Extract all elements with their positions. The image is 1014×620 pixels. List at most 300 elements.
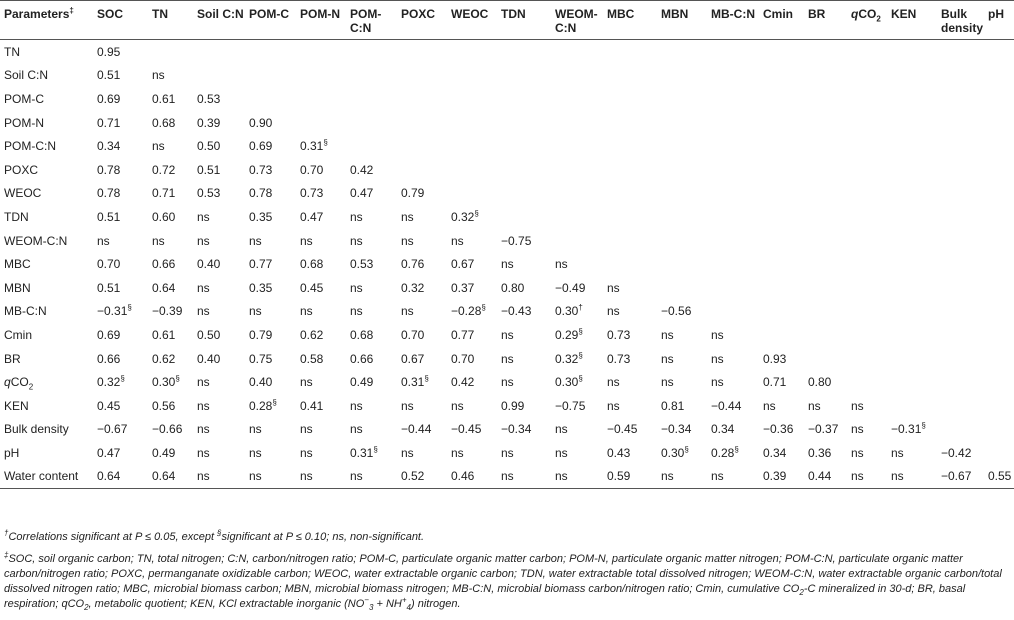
table-cell	[887, 205, 937, 229]
table-cell	[603, 205, 657, 229]
table-cell	[847, 205, 887, 229]
table-cell: 0.73	[249, 162, 273, 177]
table-cell: ns	[661, 351, 674, 366]
table-cell: ns	[152, 139, 165, 154]
table-cell: −0.56	[661, 304, 692, 319]
table-cell: ns	[300, 422, 313, 437]
table-cell	[937, 347, 984, 371]
table-cell	[804, 111, 847, 135]
table-cell	[657, 276, 707, 300]
table-cell: 0.28§	[711, 444, 739, 460]
table-cell	[603, 40, 657, 64]
table-cell: 0.35	[249, 280, 273, 295]
table-header-row	[0, 1, 1014, 40]
table-cell: 0.67	[401, 351, 425, 366]
table-cell: 0.64	[152, 280, 176, 295]
table-cell: ns	[197, 398, 210, 413]
table-cell: ns	[197, 209, 210, 224]
column-header: Cmin	[759, 1, 804, 40]
table-cell	[759, 252, 804, 276]
table-cell	[657, 252, 707, 276]
table-cell	[551, 229, 603, 253]
column-header: POXC	[397, 1, 447, 40]
table-cell	[447, 182, 497, 206]
table-cell	[707, 300, 759, 324]
column-header: WEOC	[447, 1, 497, 40]
table-cell	[887, 323, 937, 347]
table-cell: −0.42	[941, 445, 972, 460]
table-cell	[847, 347, 887, 371]
row-label: TN	[4, 44, 20, 59]
table-cell	[245, 64, 296, 88]
table-cell	[759, 300, 804, 324]
table-cell	[193, 64, 245, 88]
table-cell	[759, 158, 804, 182]
table-cell: 0.51	[97, 209, 121, 224]
table-cell	[657, 64, 707, 88]
table-cell: 0.68	[152, 115, 176, 130]
table-cell: ns	[555, 422, 568, 437]
table-cell: 0.39	[197, 115, 221, 130]
table-cell: 0.80	[808, 375, 832, 390]
table-body	[0, 40, 1014, 489]
table-cell	[551, 158, 603, 182]
table-cell	[551, 111, 603, 135]
table-cell	[804, 205, 847, 229]
table-cell: 0.51	[197, 162, 221, 177]
table-cell	[551, 64, 603, 88]
table-cell: 0.42	[350, 162, 374, 177]
table-cell	[887, 276, 937, 300]
table-cell: ns	[249, 233, 262, 248]
table-cell: ns	[808, 398, 821, 413]
table-footnotes	[4, 530, 1010, 619]
table-cell	[497, 64, 551, 88]
table-cell: ns	[300, 375, 313, 390]
table-cell: 0.50	[197, 327, 221, 342]
table-cell	[984, 64, 1014, 88]
table-cell	[984, 111, 1014, 135]
table-cell: −0.67	[97, 422, 128, 437]
table-cell	[937, 111, 984, 135]
table-cell: 0.61	[152, 327, 176, 342]
table-cell	[148, 40, 193, 64]
table-cell	[759, 111, 804, 135]
footnote-significance: †Correlations significant at P ≤ 0.05, except §significant at P ≤ 0.10; ns, non-significant.	[4, 528, 425, 543]
table-cell: ns	[763, 398, 776, 413]
table-cell: 0.30§	[555, 374, 583, 390]
table-cell: 0.39	[759, 465, 804, 489]
table-cell: ns	[401, 398, 414, 413]
table-cell: ns	[887, 465, 937, 489]
table-cell: 0.71	[152, 186, 176, 201]
table-cell: ns	[249, 445, 262, 460]
column-header: POM-N	[296, 1, 346, 40]
table-cell: 0.34	[97, 139, 121, 154]
table-cell: 0.69	[97, 91, 121, 106]
table-cell: ns	[350, 398, 363, 413]
table-cell: ns	[300, 304, 313, 319]
table-cell	[707, 64, 759, 88]
table-cell: −0.44	[711, 398, 742, 413]
table-cell	[193, 40, 245, 64]
table-cell	[707, 205, 759, 229]
table-cell: 0.55	[984, 465, 1014, 489]
table-row	[0, 229, 1014, 253]
table-cell: ns	[657, 465, 707, 489]
table-cell: ns	[350, 280, 363, 295]
table-cell	[847, 229, 887, 253]
column-header: pH	[984, 1, 1014, 40]
table-cell	[497, 111, 551, 135]
table-cell	[603, 158, 657, 182]
table-cell	[657, 158, 707, 182]
table-cell	[603, 134, 657, 158]
table-cell	[759, 87, 804, 111]
row-label: POM-N	[4, 115, 44, 130]
table-cell	[346, 40, 397, 64]
table-cell	[497, 87, 551, 111]
table-cell: ns	[249, 422, 262, 437]
column-header: SOC	[93, 1, 148, 40]
table-cell: −0.49	[555, 280, 586, 295]
table-cell	[847, 252, 887, 276]
table-cell: 0.68	[300, 257, 324, 272]
table-cell	[937, 323, 984, 347]
table-cell	[346, 64, 397, 88]
table-cell	[804, 347, 847, 371]
table-cell	[497, 134, 551, 158]
table-cell	[804, 300, 847, 324]
table-cell	[937, 205, 984, 229]
table-cell	[984, 347, 1014, 371]
table-cell: ns	[245, 465, 296, 489]
table-cell	[707, 276, 759, 300]
table-cell: 0.47	[350, 186, 374, 201]
table-cell	[447, 111, 497, 135]
table-cell	[937, 229, 984, 253]
table-cell: −0.31§	[97, 303, 132, 319]
table-cell: ns	[497, 465, 551, 489]
row-label: TDN	[4, 209, 29, 224]
table-cell: 0.69	[249, 139, 273, 154]
table-cell: 0.32§	[97, 374, 125, 390]
table-cell	[603, 182, 657, 206]
table-cell	[804, 276, 847, 300]
table-cell: 0.81	[661, 398, 685, 413]
table-cell	[804, 252, 847, 276]
table-cell: 0.45	[97, 398, 121, 413]
table-cell	[804, 134, 847, 158]
table-cell	[447, 158, 497, 182]
table-cell: 0.29§	[555, 326, 583, 342]
table-cell: 0.70	[97, 257, 121, 272]
table-cell	[346, 134, 397, 158]
table-cell: ns	[401, 233, 414, 248]
table-cell	[296, 64, 346, 88]
table-cell: ns	[197, 422, 210, 437]
table-cell	[887, 252, 937, 276]
row-label: WEOC	[4, 186, 42, 201]
table-cell: ns	[607, 304, 620, 319]
table-cell: −0.39	[152, 304, 183, 319]
row-label: qCO$_2$	[4, 375, 34, 392]
column-header: TDN	[497, 1, 551, 40]
table-cell: ns	[607, 375, 620, 390]
table-row	[0, 182, 1014, 206]
table-cell	[296, 87, 346, 111]
table-cell: 0.78	[97, 162, 121, 177]
table-cell	[759, 205, 804, 229]
table-cell: ns	[401, 304, 414, 319]
table-cell	[887, 64, 937, 88]
table-cell	[657, 40, 707, 64]
table-cell: −0.45	[451, 422, 482, 437]
table-cell	[657, 87, 707, 111]
table-cell	[603, 252, 657, 276]
table-cell	[657, 205, 707, 229]
table-cell	[984, 394, 1014, 418]
column-header: POM-C:N	[346, 1, 397, 40]
table-row	[0, 276, 1014, 300]
table-cell: ns	[350, 304, 363, 319]
table-row	[0, 323, 1014, 347]
table-cell: 0.49	[350, 375, 374, 390]
table-row	[0, 205, 1014, 229]
table-cell: 0.64	[93, 465, 148, 489]
table-cell	[346, 111, 397, 135]
table-cell	[707, 40, 759, 64]
table-cell: ns	[152, 233, 165, 248]
table-cell: 0.32	[401, 280, 425, 295]
table-cell: 0.56	[152, 398, 176, 413]
table-cell: 0.30§	[661, 444, 689, 460]
table-cell: 0.53	[197, 91, 221, 106]
table-cell: ns	[661, 327, 674, 342]
table-cell	[887, 229, 937, 253]
table-cell: ns	[300, 445, 313, 460]
table-cell	[397, 64, 447, 88]
table-cell	[707, 158, 759, 182]
table-cell: ns	[851, 445, 864, 460]
table-cell: 0.70	[300, 162, 324, 177]
table-cell: 0.42	[451, 375, 475, 390]
table-cell: 0.30†	[555, 303, 583, 319]
table-cell	[887, 87, 937, 111]
table-cell: 0.66	[350, 351, 374, 366]
table-cell	[984, 134, 1014, 158]
column-header: MB-C:N	[707, 1, 759, 40]
table-cell	[984, 205, 1014, 229]
table-cell: −0.37	[808, 422, 839, 437]
table-cell	[984, 87, 1014, 111]
table-cell: −0.44	[401, 422, 432, 437]
table-cell: ns	[97, 233, 110, 248]
table-cell: ns	[501, 375, 514, 390]
table-cell: ns	[501, 327, 514, 342]
table-cell: ns	[555, 257, 568, 272]
table-cell: ns	[350, 422, 363, 437]
table-cell: −0.31§	[891, 421, 926, 437]
table-cell: 0.72	[152, 162, 176, 177]
table-cell	[887, 300, 937, 324]
table-cell	[984, 182, 1014, 206]
table-cell: ns	[555, 445, 568, 460]
table-cell: ns	[711, 375, 724, 390]
table-cell: −0.75	[555, 398, 586, 413]
table-row	[0, 465, 1014, 489]
table-row	[0, 394, 1014, 418]
table-cell	[984, 323, 1014, 347]
table-cell	[937, 418, 984, 442]
table-cell: ns	[300, 233, 313, 248]
table-cell	[759, 323, 804, 347]
table-cell: 0.78	[97, 186, 121, 201]
table-cell	[804, 158, 847, 182]
table-cell: 0.40	[197, 257, 221, 272]
table-cell	[759, 40, 804, 64]
table-cell	[804, 182, 847, 206]
table-cell	[657, 134, 707, 158]
table-cell: 0.80	[501, 280, 525, 295]
table-cell	[847, 40, 887, 64]
table-cell	[603, 87, 657, 111]
table-cell: 0.32§	[451, 208, 479, 224]
table-cell: 0.58	[300, 351, 324, 366]
table-cell: ns	[197, 375, 210, 390]
row-label: MBC	[4, 257, 31, 272]
column-header: Bulk density	[937, 1, 984, 40]
table-cell: 0.93	[763, 351, 787, 366]
table-cell	[847, 300, 887, 324]
table-cell: 0.71	[763, 375, 787, 390]
table-cell	[937, 64, 984, 88]
column-header: BR	[804, 1, 847, 40]
row-label: Cmin	[4, 327, 33, 342]
row-label: BR	[4, 351, 21, 366]
table-cell	[804, 64, 847, 88]
table-cell: 0.73	[300, 186, 324, 201]
table-cell	[759, 64, 804, 88]
table-cell: ns	[607, 398, 620, 413]
table-cell	[397, 111, 447, 135]
table-cell: 0.71	[97, 115, 121, 130]
row-label: MB-C:N	[4, 304, 47, 319]
table-cell: ns	[350, 233, 363, 248]
table-cell: ns	[551, 465, 603, 489]
table-cell	[759, 229, 804, 253]
table-cell	[847, 323, 887, 347]
table-cell: 0.69	[97, 327, 121, 342]
table-cell: 0.31§	[401, 374, 429, 390]
table-cell	[937, 87, 984, 111]
table-cell	[397, 134, 447, 158]
table-cell	[887, 370, 937, 394]
table-cell	[804, 229, 847, 253]
table-cell: 0.40	[249, 375, 273, 390]
table-cell: 0.31§	[350, 444, 378, 460]
table-row	[0, 134, 1014, 158]
table-cell	[984, 229, 1014, 253]
table-cell: 0.70	[401, 327, 425, 342]
table-cell: 0.95	[97, 44, 121, 59]
column-header: qCO$_2$	[847, 1, 887, 40]
table-cell: 0.70	[451, 351, 475, 366]
table-cell: 0.46	[447, 465, 497, 489]
table-row	[0, 40, 1014, 64]
table-cell: ns	[661, 375, 674, 390]
table-cell	[847, 276, 887, 300]
table-cell: 0.68	[350, 327, 374, 342]
table-cell	[707, 182, 759, 206]
table-cell	[887, 111, 937, 135]
table-cell	[497, 40, 551, 64]
table-cell: ns	[350, 209, 363, 224]
table-cell	[603, 64, 657, 88]
row-label: Bulk density	[4, 422, 69, 437]
table-cell	[984, 252, 1014, 276]
table-cell	[984, 40, 1014, 64]
table-cell: ns	[197, 233, 210, 248]
table-cell	[887, 40, 937, 64]
table-cell: ns	[707, 465, 759, 489]
table-cell	[497, 182, 551, 206]
table-cell: 0.75	[249, 351, 273, 366]
table-cell	[937, 158, 984, 182]
table-cell: 0.37	[451, 280, 475, 295]
table-cell: ns	[851, 398, 864, 413]
table-cell: ns	[249, 304, 262, 319]
table-cell	[847, 134, 887, 158]
column-header: MBC	[603, 1, 657, 40]
table-cell: 0.78	[249, 186, 273, 201]
column-header: POM-C	[245, 1, 296, 40]
header-parameters: Parameters‡	[0, 1, 93, 40]
table-cell	[937, 134, 984, 158]
table-cell: 0.99	[501, 398, 525, 413]
table-cell	[887, 182, 937, 206]
table-cell: 0.30§	[152, 374, 180, 390]
column-header: MBN	[657, 1, 707, 40]
column-header: KEN	[887, 1, 937, 40]
table-cell	[497, 158, 551, 182]
table-cell	[804, 40, 847, 64]
table-cell	[447, 134, 497, 158]
table-cell: 0.43	[607, 445, 631, 460]
table-cell: ns	[346, 465, 397, 489]
column-header: Soil C:N	[193, 1, 245, 40]
table-cell: ns	[197, 445, 210, 460]
table-cell: −0.36	[763, 422, 794, 437]
table-cell: ns	[711, 327, 724, 342]
table-cell: 0.44	[804, 465, 847, 489]
row-label: Soil C:N	[4, 68, 49, 83]
table-cell	[759, 134, 804, 158]
table-cell: 0.67	[451, 257, 475, 272]
table-cell	[296, 40, 346, 64]
table-cell	[937, 276, 984, 300]
row-label: KEN	[4, 398, 29, 413]
table-cell	[551, 40, 603, 64]
row-label: POM-C	[4, 91, 44, 106]
table-cell: 0.64	[148, 465, 193, 489]
table-cell	[707, 252, 759, 276]
table-cell	[984, 300, 1014, 324]
table-cell: 0.34	[763, 445, 787, 460]
table-row	[0, 64, 1014, 88]
table-cell: 0.62	[300, 327, 324, 342]
table-cell	[551, 182, 603, 206]
